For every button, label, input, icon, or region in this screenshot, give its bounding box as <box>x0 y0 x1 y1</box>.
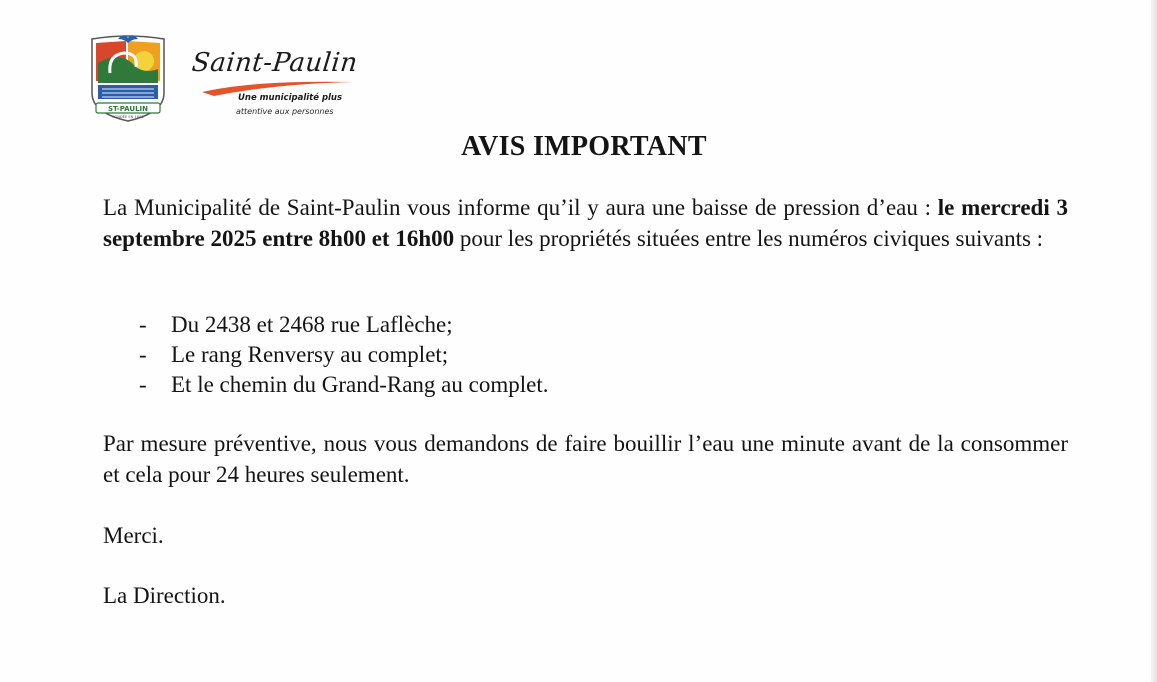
list-dash: - <box>139 342 147 367</box>
wordmark-tagline-line-2: attentive aux personnes <box>236 107 334 116</box>
list-item-text: Du 2438 et 2468 rue Laflèche; <box>171 312 453 337</box>
scan-edge <box>1151 0 1157 682</box>
notice-intro-paragraph <box>103 193 1068 254</box>
signature-text: La Direction. <box>103 583 226 608</box>
list-item-text: Et le chemin du Grand-Rang au complet. <box>171 372 549 397</box>
list-dash: - <box>139 312 147 337</box>
crest-label: ST-PAULIN <box>108 105 148 113</box>
list-item <box>103 310 548 340</box>
intro-text-end: pour les propriétés situées entre les numéros civiques suivants : <box>454 225 1044 251</box>
list-item <box>103 370 548 400</box>
list-item-text: Le rang Renversy au complet; <box>171 342 449 367</box>
intro-date-bold: le mercredi 3 septembre 2025 entre 8h00 et 16h00 <box>103 195 1068 251</box>
crest-sublabel: FONDÉE EN 1848 <box>112 115 144 119</box>
thanks-text: Merci. <box>103 523 164 548</box>
intro-text-start: La Municipalité de Saint-Paulin vous informe qu’il y aura une baisse de pression d’eau : <box>103 195 938 220</box>
list-item <box>103 340 548 370</box>
municipal-wordmark <box>192 48 367 128</box>
notice-title: AVIS IMPORTANT <box>461 131 707 162</box>
affected-addresses-list <box>103 310 548 400</box>
wordmark-title: Saint-Paulin <box>190 48 360 78</box>
preventive-note-paragraph: Par mesure préventive, nous vous demandons de faire bouillir l’eau une minute avant de la consommer et cela pour 24 heures seulement. <box>103 431 1068 487</box>
list-dash: - <box>139 372 147 397</box>
municipal-crest-logo <box>88 33 168 123</box>
wordmark-tagline-line-1: Une municipalité plus <box>238 93 343 103</box>
